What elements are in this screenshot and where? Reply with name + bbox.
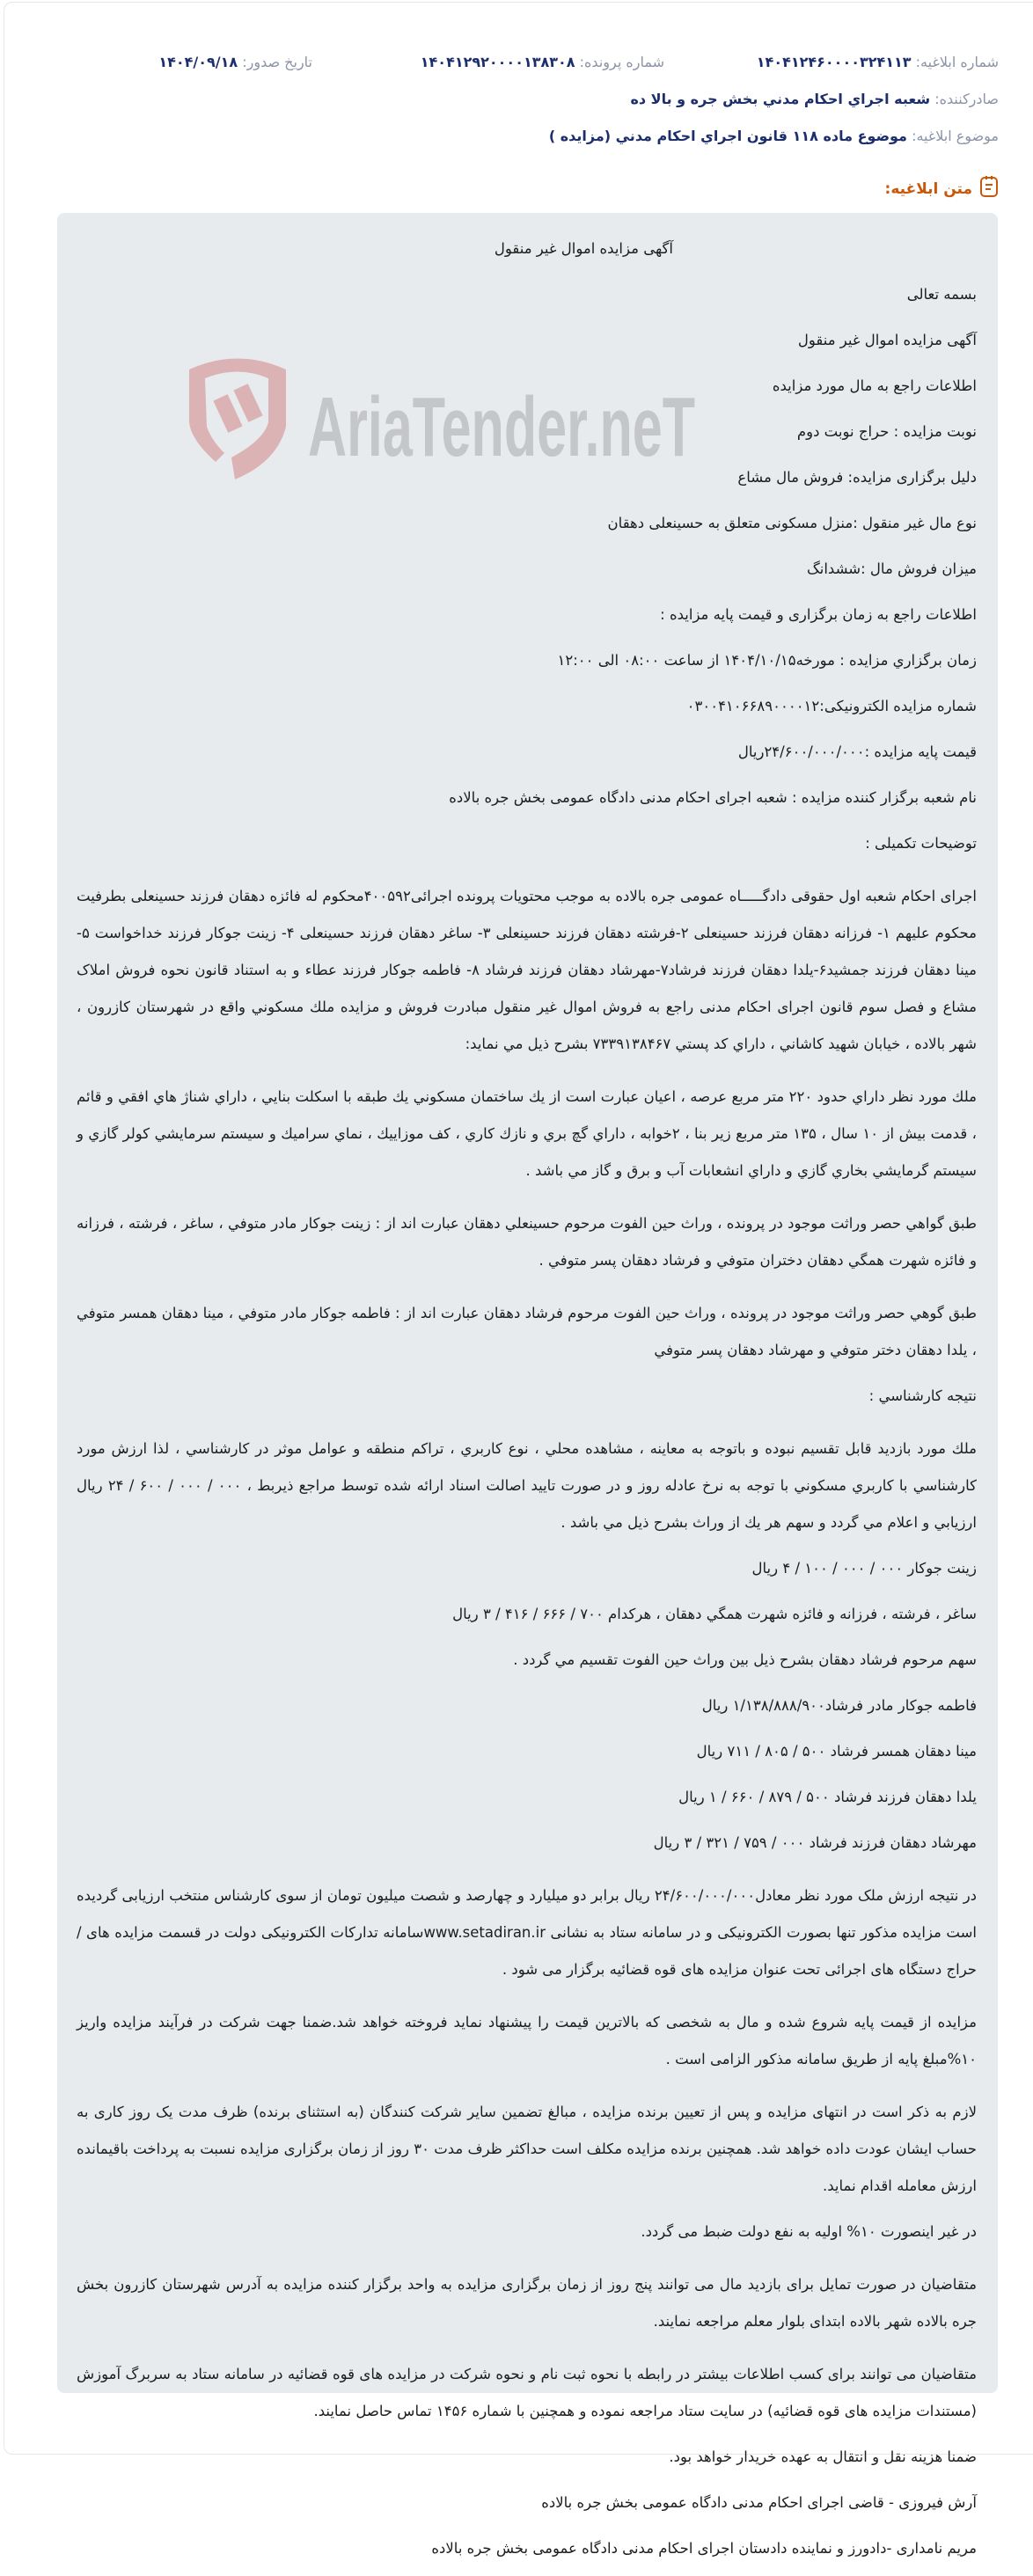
subject-value: موضوع ماده ۱۱۸ قانون اجراي احكام مدني (مزايده ): [548, 128, 907, 144]
notice-paragraph: ملك مورد نظر داراي حدود ۲۲۰ متر مربع عرصه ، اعيان عبارت است از يك ساختمان مسكوني يك طبقه با اسكلت بنايي ، داراي شناژ هاي افقي و قائم ، قدمت بيش از ۱۰ سال ، ۱۳۵ متر مربع زير بنا ، ۲خوابه ، داراي گچ بري و نازك كاري ، كف موزاييك ، نماي سراميك و سيستم سرمايشي كولر گازي و سيستم گرمايشي بخاري گازي و داراي انشعابات آب و برق و گاز مي باشد .: [77, 1088, 977, 1179]
notice-paragraph: يلدا دهقان فرزند فرشاد ۵۰۰ / ۸۷۹ / ۶۶۰ / ۱ ريال: [678, 1789, 977, 1805]
notice-paragraph: فاطمه جوكار مادر فرشاد۱/۱۳۸/۸۸۸/۹۰۰ ريال: [701, 1697, 977, 1714]
notice-paragraph: مهرشاد دهقان فرزند فرشاد ۰۰۰ / ۷۵۹ / ۳۲۱ / ۳ ريال: [653, 1834, 977, 1851]
subject-label: موضوع ابلاغیه:: [912, 128, 999, 144]
notice-meta-row: [48, 54, 999, 70]
notice-paragraph: نوع مال غیر منقول :منزل مسکونی متعلق به حسینعلی دهقان: [607, 515, 977, 531]
notice-paragraph: مریم نامداری -دادورز و نماینده دادستان اجرای احکام مدنی دادگاه عمومی بخش جره بالاده: [431, 2540, 977, 2557]
notice-paragraph: لازم به ذکر است در انتهای مزایده و پس از تعیین برنده مزایده ، مبالغ تضمین سایر شرکت کنندگان (به استثنای برنده) ظرف مدت یک روز کاری به حساب ایشان عودت داده خواهد شد. همچنین برنده مزایده مکلف است حداکثر ظرف مدت ۳۰ روز از زمان برگزاری مزایده نسبت به پرداخت باقیمانده ارزش معامله اقدام نماید.: [77, 2104, 977, 2194]
svg-text:AriaTender.neT: AriaTender.neT: [308, 380, 695, 474]
notice-paragraph: ساغر ، فرشته ، فرزانه و فائزه شهرت همگي دهقان ، هركدام ۷۰۰ / ۶۶۶ / ۴۱۶ / ۳ ريال: [452, 1606, 977, 1622]
notice-paragraph: میزان فروش مال :ششدانگ: [806, 560, 977, 577]
notice-card: [4, 2, 1033, 2557]
notice-paragraph: نوبت مزایده : حراج نوبت دوم: [796, 423, 977, 440]
notice-paragraph: طبق گوهي حصر وراثت موجود در پرونده ، وراث حين الفوت مرحوم فرشاد دهقان عبارت اند از : فاطمه جوكار مادر متوفي ، مينا دهقان همسر متوفي ، يلدا دهقان دختر متوفي و مهرشاد دهقان پسر متوفي: [77, 1305, 977, 1358]
subject: [549, 128, 999, 144]
notice-paragraph: مزایده از قیمت پایه شروع شده و مال به شخصی که بالاترین قیمت را پیشنهاد نماید فروخته خواهد شد.ضمنا جهت شرکت در فرآیند مزایده واریز ۱۰%مبلغ پایه از طریق سامانه مذکور الزامی است .: [77, 2014, 977, 2067]
notice-body: [57, 213, 998, 2557]
notice-paragraph: بسمه تعالی: [906, 286, 977, 303]
notice-paragraph: دلیل برگزاری مزایده: فروش مال مشاع: [737, 469, 977, 486]
issue-date: [158, 54, 312, 70]
notice-paragraph: آرش فیروزی - قاضی اجرای احکام مدنی دادگاه عمومی بخش جره بالاده: [541, 2494, 977, 2511]
issue-date-value: ۱۴۰۴/۰۹/۱۸: [158, 54, 238, 70]
notice-paragraph: ملك مورد بازديد قابل تقسيم نبوده و باتوجه به معاينه ، مشاهده محلي ، نوع كاربري ، تراكم منطقه و عوامل موثر در كارشناسي ، لذا ارزش مورد كارشناسي با كاربري مسكوني با توجه به نرخ عادله روز و در صورت تاييد اصالت اسناد ارائه شده توسط مراجع ذيربط ، ۰۰۰ / ۰۰۰ / ۶۰۰ / ۲۴ ريال ارزيابي و اعلام مي گردد و سهم هر يك از وراث بشرح ذيل مي باشد .: [77, 1440, 977, 1531]
case-number-value: ۱۴۰۴۱۲۹۲۰۰۰۰۱۳۸۳۰۸: [420, 54, 575, 70]
notice-paragraph: مينا دهقان همسر فرشاد ۵۰۰ / ۸۰۵ / ۷۱۱ ريال: [696, 1743, 977, 1760]
notice-number-label: شماره ابلاغیه:: [915, 54, 999, 70]
notice-paragraph: قیمت پایه مزایده :۲۴/۶۰۰/۰۰۰/۰۰۰ریال: [737, 743, 977, 760]
notice-paragraph: سهم مرحوم فرشاد دهقان بشرح ذيل بين وراث حين الفوت تقسيم مي گردد .: [513, 1651, 977, 1668]
notice-paragraph: زينت جوكار ۰۰۰ / ۰۰۰ / ۱۰۰ / ۴ ريال: [751, 1560, 977, 1577]
notice-paragraph: ضمنا هزینه نقل و انتقال به عهده خریدار خواهد بود.: [669, 2448, 977, 2465]
notice-paragraph: اطلاعات راجع به مال مورد مزایده: [772, 377, 977, 394]
issue-date-label: تاریخ صدور:: [242, 54, 312, 70]
notice-content: [77, 231, 977, 2576]
notice-paragraph: نتيجه كارشناسي :: [868, 1387, 977, 1404]
notice-paragraph: متقاضیان می توانند برای کسب اطلاعات بیشتر در رابطه با نحوه ثبت نام و نحوه شرکت در مزایده های قوه قضائیه در سامانه ستاد به سربرگ آموزش (مستندات مزایده های قوه قضائیه) در سایت ستاد مراجعه نموده و همچنین با شماره ۱۴۵۶ تماس حاصل نمایند.: [77, 2366, 977, 2419]
notice-paragraph: در نتیجه ارزش ملک مورد نظر معادل۲۴/۶۰۰/۰۰۰/۰۰۰ ریال برابر دو میلیارد و چهارصد و شصت میلیون تومان از سوی کارشناس منتخب ارزیابی گردیده است مزایده مذکور تنها بصورت الکترونیکی و در سامانه ستاد به نشانی www.setadiran.irسامانه تدارکات الکترونیکی دولت در قسمت مزایده های / حراج دستگاه های اجرائی تحت عنوان مزایده های قوه قضائیه برگزار می شود .: [77, 1887, 978, 1978]
document-icon: [979, 175, 999, 202]
notice-paragraph: متقاضیان در صورت تمایل برای بازدید مال می توانند پنج روز از زمان برگزاری مزایده به واحد برگزار کننده مزایده به آدرس شهرستان کازرون بخش جره بالاده شهر بالاده ابتدای بلوار معلم مراجعه نمایند.: [77, 2276, 977, 2330]
notice-paragraph: شماره مزایده الکترونیکی:۰۳۰۰۴۱۰۶۶۸۹۰۰۰۰۱۲: [686, 698, 977, 714]
notice-paragraph: توضیحات تکمیلی :: [865, 835, 977, 852]
issuer: [630, 91, 999, 107]
notice-paragraph: در غیر اینصورت ۱۰% اولیه به نفع دولت ضبط می گردد.: [641, 2223, 977, 2240]
issuer-label: صادرکننده:: [934, 91, 999, 107]
notice-paragraph: زمان برگزاري مزايده : مورخه۱۴۰۴/۱۰/۱۵ از ساعت ۰۸:۰۰ الی ۱۲:۰۰: [557, 652, 977, 669]
issuer-value: شعبه اجراي احكام مدني بخش جره و بالا ده: [630, 91, 931, 107]
notice-paragraph: نام شعبه برگزار کننده مزایده : شعبه اجرای احکام مدنی دادگاه عمومی بخش جره بالاده: [449, 789, 977, 806]
case-number-label: شماره پرونده:: [579, 54, 664, 70]
notice-paragraph: اجرای احکام شعبه اول حقوقی دادگـــــاه عمومی جره بالاده به موجب محتویات پرونده اجرائی۴۰۰۵۹۲محکوم له فائزه دهقان فرزند حسینعلی بطرفیت محکوم علیهم ۱- فرزانه دهقان فرزند حسینعلی ۲-فرشته دهقان فرزند حسینعلی ۳- ساغر دهقان فرزند حسینعلی ۴- زینت جوکار فرزند خداخواست ۵-مینا دهقان فرزند جمشید۶-یلدا دهقان فرزند فرشاد۷-مهرشاد دهقان فرزند فرشاد ۸- فاطمه جوکار فرزند عطاء و به استناد قانون نحوه فروش املاک مشاع و فصل سوم قانون اجرای احکام مدنی راجع به فروش اموال غیر منقول مبادرت فروش و مزایده ملك مسكوني واقع در شهرستان كازرون ، شهر بالاده ، خيابان شهيد كاشاني ، داراي كد پستي ۷۳۳۹۱۳۸۴۶۷ بشرح ذيل مي نمايد:: [77, 888, 977, 1052]
notice-paragraph: آگهی مزایده اموال غیر منقول: [797, 332, 977, 348]
notice-number-value: ۱۴۰۴۱۲۴۶۰۰۰۰۳۲۴۱۱۳: [756, 54, 912, 70]
notice-paragraph: اطلاعات راجع به زمان برگزاری و قیمت پایه مزایده :: [660, 606, 977, 623]
notice-paragraph: طبق گواهي حصر وراثت موجود در پرونده ، وراث حين الفوت مرحوم حسينعلي دهقان عبارت اند از : زينت جوكار مادر متوفي ، ساغر ، فرشته ، فرزانه و فائزه شهرت همگي دهقان دختران متوفي و فرشاد دهقان پسر متوفي .: [77, 1215, 977, 1269]
notice-title: آگهی مزایده اموال غیر منقول: [494, 240, 673, 257]
notice-text-heading: [885, 175, 999, 202]
case-number: [312, 54, 664, 70]
notice-number: [664, 54, 999, 70]
section-title-text: متن ابلاغیه:: [884, 179, 972, 198]
